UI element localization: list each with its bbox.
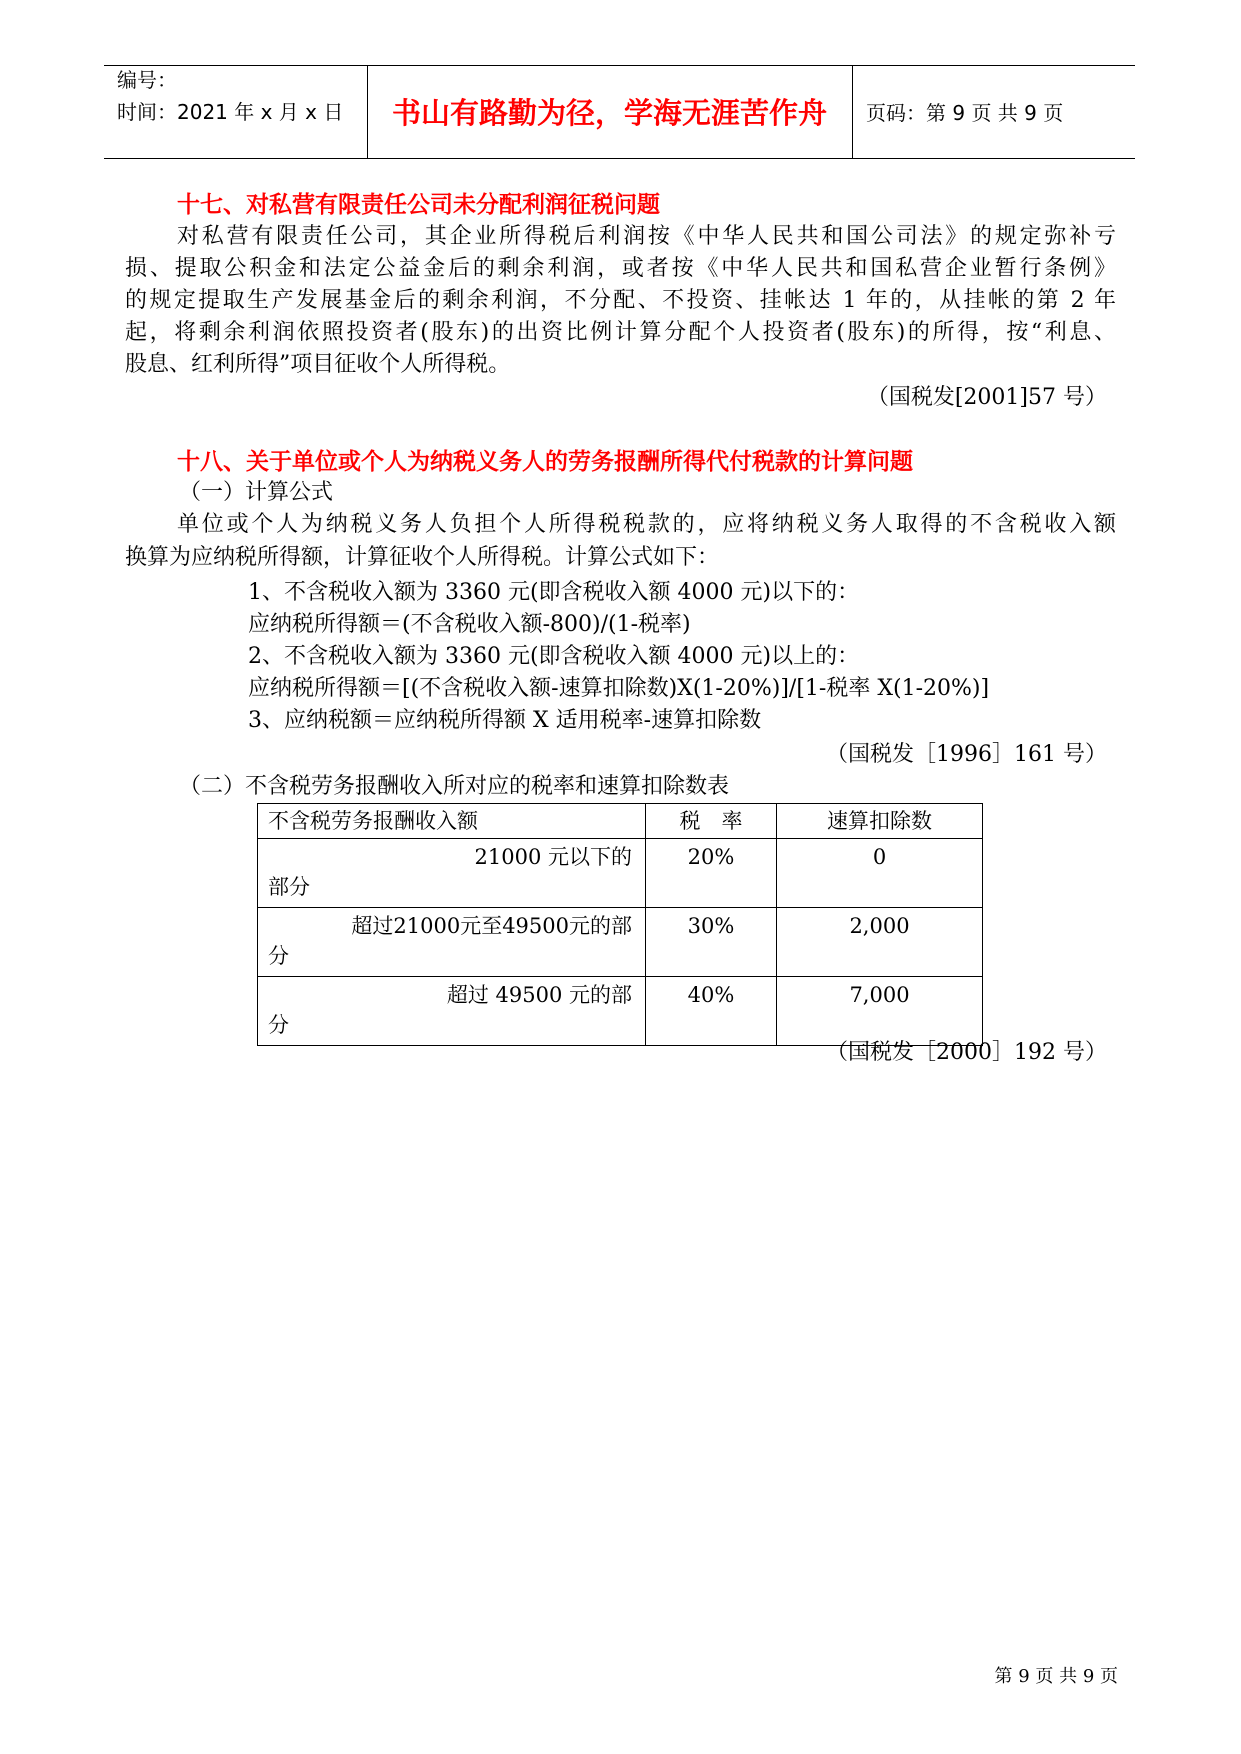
section-17-title: 十七、对私营有限责任公司未分配利润征税问题: [177, 191, 660, 218]
section-17-line: 损、提取公积金和法定公益金后的剩余利润，或者按《中华人民共和国私营企业暂行条例》: [125, 256, 1116, 281]
part-2-reference: （国税发［2000］192 号）: [826, 1040, 1107, 1065]
table-cell-income: [258, 839, 646, 908]
section-17-line: 对私营有限责任公司，其企业所得税后利润按《中华人民共和国公司法》的规定弥补亏: [177, 224, 1116, 249]
header-divider-right: [852, 65, 853, 158]
part-1-title: （一）计算公式: [179, 480, 334, 505]
income-text-line: 超过21000元至49500元的部: [351, 914, 632, 938]
table-row: [258, 908, 983, 977]
table-cell-rate: 20%: [646, 839, 777, 908]
part-1-line: 单位或个人为纳税义务人负担个人所得税税款的，应将纳税义务人取得的不含税收入额: [177, 512, 1116, 537]
header-page-info: 页码：第 9 页 共 9 页: [866, 101, 1064, 125]
income-text-line: 超过 49500 元的部: [446, 983, 632, 1007]
table-cell-deduction: 0: [777, 839, 983, 908]
income-text-line: 分: [268, 944, 289, 968]
table-row: [258, 977, 983, 1046]
income-text-line: 部分: [268, 875, 310, 899]
table-cell-income: [258, 977, 646, 1046]
footer-page-number: 第 9 页 共 9 页: [994, 1666, 1118, 1687]
section-18-title: 十八、关于单位或个人为纳税义务人的劳务报酬所得代付税款的计算问题: [177, 448, 913, 475]
table-cell-rate: 30%: [646, 908, 777, 977]
table-header-row: [258, 804, 983, 839]
table-cell-income: [258, 908, 646, 977]
part-1-reference: （国税发［1996］161 号）: [826, 742, 1107, 767]
table-header-rate: 税 率: [646, 804, 777, 839]
header-motto: 书山有路勤为径，学海无涯苦作舟: [391, 96, 827, 130]
part-2-title: （二）不含税劳务报酬收入所对应的税率和速算扣除数表: [179, 774, 730, 799]
part-1-line: 换算为应纳税所得额，计算征收个人所得税。计算公式如下：: [125, 545, 720, 570]
table-header-income: 不含税劳务报酬收入额: [258, 804, 646, 839]
section-17-line: 股息、红利所得”项目征收个人所得税。: [125, 352, 511, 377]
header-top-rule: [104, 65, 1135, 66]
formula-line: 1、不含税收入额为 3360 元(即含税收入额 4000 元)以下的：: [248, 580, 860, 605]
section-17-reference: （国税发[2001]57 号）: [866, 385, 1107, 410]
table-cell-rate: 40%: [646, 977, 777, 1046]
section-17-line: 起，将剩余利润依照投资者(股东)的出资比例计算分配个人投资者(股东)的所得，按“利息、: [125, 320, 1116, 345]
tax-rate-table: [257, 803, 983, 1046]
formula-line: 应纳税所得额＝[(不含税收入额-速算扣除数)X(1-20%)]/[1-税率 X(1-20%)]: [248, 676, 990, 701]
table-header-deduction: 速算扣除数: [777, 804, 983, 839]
income-text-line: 分: [268, 1013, 289, 1037]
formula-line: 2、不含税收入额为 3360 元(即含税收入额 4000 元)以上的：: [248, 644, 860, 669]
table-cell-deduction: 2,000: [777, 908, 983, 977]
document-number-label: 编号：: [117, 68, 177, 92]
header-bottom-rule: [104, 158, 1135, 159]
formula-line: 3、应纳税额＝应纳税所得额 X 适用税率-速算扣除数: [248, 708, 762, 733]
table-cell-deduction: 7,000: [777, 977, 983, 1046]
formula-line: 应纳税所得额＝(不含税收入额-800)/(1-税率): [248, 612, 691, 637]
section-17-line: 的规定提取生产发展基金后的剩余利润，不分配、不投资、挂帐达 1 年的，从挂帐的第 2 年: [125, 288, 1116, 313]
document-time: 时间：2021 年 x 月 x 日: [117, 100, 344, 124]
table-row: [258, 839, 983, 908]
income-text-line: 21000 元以下的: [474, 845, 632, 869]
